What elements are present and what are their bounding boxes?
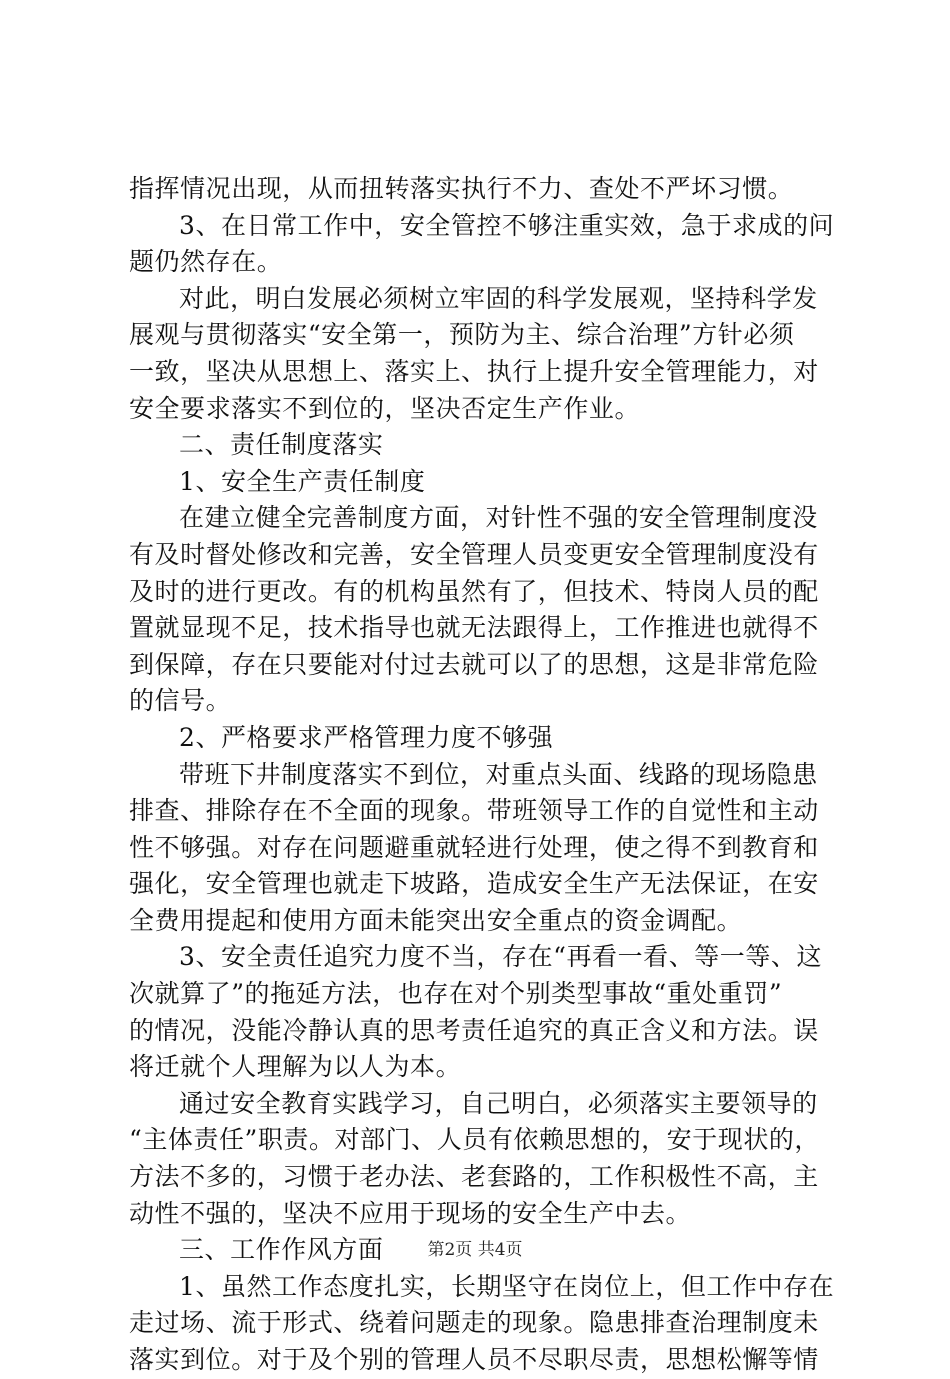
text-line: 2、严格要求严格管理力度不够强	[179, 722, 554, 752]
paragraph	[129, 281, 830, 427]
text-line: 动性不强的，坚决不应用于现场的安全生产中去。	[129, 1198, 692, 1228]
text-line: 带班下井制度落实不到位，对重点头面、线路的现场隐患	[179, 759, 818, 789]
text-line: 3、在日常工作中，安全管控不够注重实效，急于求成的问	[179, 210, 835, 240]
text-line: 题仍然存在。	[129, 247, 283, 277]
text-line: 有及时督处修改和完善，安全管理人员变更安全管理制度没有	[129, 539, 819, 569]
text-line: 指挥情况出现，从而扭转落实执行不力、查处不严坏习惯。	[129, 174, 794, 203]
document-body	[129, 171, 835, 1379]
text-line: 方法不多的，习惯于老办法、老套路的，工作积极性不高，主	[129, 1162, 819, 1192]
text-line: 强化，安全管理也就走下坡路，造成安全生产无法保证，在安	[129, 869, 819, 899]
text-line: 在建立健全完善制度方面，对针性不强的安全管理制度没	[179, 503, 818, 533]
text-line: 及时的进行更改。有的机构虽然有了，但技术、特岗人员的配	[129, 576, 819, 606]
text-line: 落实到位。对于及个别的管理人员不尽职尽责，思想松懈等情	[129, 1345, 819, 1374]
paragraph	[129, 1269, 835, 1379]
text-line: 次就算了”的拖延方法，也存在对个别类型事故“重处重罚”	[129, 979, 783, 1009]
text-line: 将迁就个人理解为以人为本。	[129, 1052, 462, 1082]
paragraph	[129, 939, 830, 1085]
paragraph	[129, 1086, 830, 1232]
text-line: 3、安全责任追究力度不当，存在“再看一看、等一等、这	[179, 942, 822, 972]
text-line: 排查、排除存在不全面的现象。带班领导工作的自觉性和主动	[129, 796, 819, 826]
text-line: 到保障，存在只要能对付过去就可以了的思想，这是非常危险	[129, 649, 819, 679]
text-line: 的情况，没能冷静认真的思考责任追究的真正含义和方法。误	[129, 1015, 819, 1045]
paragraph	[129, 208, 835, 281]
text-line: 全费用提起和使用方面未能突出安全重点的资金调配。	[129, 905, 743, 935]
text-line: 展观与贯彻落实“安全第一，预防为主、综合治理”方针必须	[129, 320, 795, 350]
text-line: 性不够强。对存在问题避重就轻进行处理，使之得不到教育和	[129, 832, 819, 862]
text-line: 对此，明白发展必须树立牢固的科学发展观，坚持科学发	[179, 283, 818, 313]
subheading	[129, 464, 830, 501]
text-line: 的信号。	[129, 686, 232, 716]
text-line: 置就显现不足，技术指导也就无法跟得上，工作推进也就得不	[129, 613, 819, 643]
section-heading	[129, 427, 830, 464]
text-line: 1、安全生产责任制度	[179, 466, 426, 496]
paragraph	[129, 757, 830, 940]
text-line: 三、工作作风方面	[179, 1235, 384, 1265]
text-line: 一致，坚决从思想上、落实上、执行上提升安全管理能力，对	[129, 356, 819, 386]
text-line: 走过场、流于形式、绕着问题走的现象。隐患排查治理制度未	[129, 1308, 819, 1338]
text-line: 安全要求落实不到位的，坚决否定生产作业。	[129, 393, 641, 423]
subheading	[129, 720, 830, 757]
text-line: 二、责任制度落实	[179, 430, 384, 460]
text-line: 通过安全教育实践学习，自己明白，必须落实主要领导的	[179, 1088, 818, 1118]
text-line: 1、虽然工作态度扎实，长期坚守在岗位上，但工作中存在	[179, 1271, 835, 1301]
text-line: “主体责任”职责。对部门、人员有依赖思想的，安于现状的，	[129, 1125, 820, 1155]
paragraph	[129, 500, 830, 720]
paragraph	[129, 171, 830, 208]
page-number-footer: 第2页 共4页	[427, 1240, 523, 1260]
